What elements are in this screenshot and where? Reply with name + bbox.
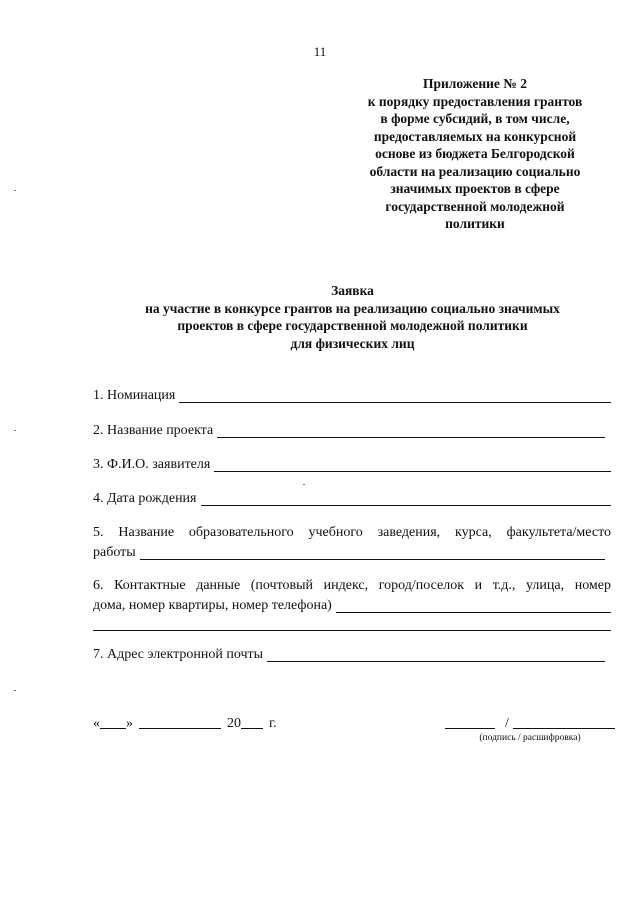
email-label: 7. Адрес электронной почты <box>93 647 264 662</box>
signature-block <box>445 714 615 743</box>
form-title-line: для физических лиц <box>290 335 415 351</box>
birth-date-line[interactable] <box>201 491 612 506</box>
appendix-line: значимых проектов в сфере <box>390 181 560 196</box>
project-name-field <box>93 421 605 441</box>
form-title-line: на участие в конкурсе грантов на реализацию социально значимых <box>145 300 560 316</box>
scan-speck <box>14 690 16 691</box>
birth-date-label: 4. Дата рождения <box>93 491 197 506</box>
contacts-field <box>93 576 611 631</box>
applicant-name-field <box>93 455 611 475</box>
year-prefix: 20 <box>227 716 241 731</box>
appendix-line: предоставляемых на конкурсной <box>373 128 577 144</box>
appendix-line: политики <box>445 216 505 231</box>
decoding-blank[interactable] <box>513 714 615 729</box>
signature-slash: / <box>505 716 509 731</box>
appendix-line: в форме субсидий, в том числе, <box>380 111 570 126</box>
nomination-line[interactable] <box>179 388 611 403</box>
form-title <box>95 282 610 352</box>
email-field <box>93 645 605 665</box>
birth-date-field <box>93 489 611 509</box>
contacts-line-extra[interactable] <box>93 630 611 631</box>
institution-label-cont: работы <box>93 545 136 560</box>
contacts-line[interactable] <box>336 598 611 613</box>
email-line[interactable] <box>267 647 605 662</box>
appendix-header <box>330 75 620 233</box>
institution-line[interactable] <box>140 545 605 560</box>
appendix-title: Приложение № 2 <box>423 76 527 91</box>
form-title-line: проектов в сфере государственной молодежной политики <box>177 318 528 333</box>
form-title-heading: Заявка <box>331 283 374 298</box>
scan-speck <box>14 430 16 431</box>
quote-close: » <box>126 716 133 731</box>
appendix-line: государственной молодежной <box>385 198 565 214</box>
signature-blank[interactable] <box>445 714 495 729</box>
year-suffix: г. <box>269 716 277 731</box>
contacts-label: 6. Контактные данные (почтовый индекс, город/поселок и т.д., улица, номер <box>93 578 611 593</box>
nomination-field <box>93 386 611 406</box>
applicant-name-line[interactable] <box>214 457 611 472</box>
day-blank[interactable] <box>100 714 126 729</box>
project-name-label: 2. Название проекта <box>93 423 214 438</box>
date-block <box>93 714 277 732</box>
scan-speck <box>14 190 16 191</box>
project-name-line[interactable] <box>217 423 605 438</box>
scan-speck <box>303 484 305 485</box>
year-blank[interactable] <box>241 714 263 729</box>
signature-caption: (подпись / расшифровка) <box>479 733 581 743</box>
applicant-name-label: 3. Ф.И.О. заявителя <box>93 457 211 472</box>
quote-open: « <box>93 716 100 731</box>
page-number: 11 <box>313 44 327 59</box>
appendix-line: области на реализацию социально <box>369 163 581 179</box>
institution-label: 5. Название образовательного учебного заведения, курса, факультета/место <box>93 525 611 540</box>
appendix-line: основе из бюджета Белгородской <box>375 146 575 161</box>
month-blank[interactable] <box>139 714 221 729</box>
nomination-label: 1. Номинация <box>93 388 176 403</box>
appendix-line: к порядку предоставления грантов <box>367 93 583 109</box>
institution-field <box>93 523 611 563</box>
contacts-label-cont: дома, номер квартиры, номер телефона) <box>93 598 332 613</box>
